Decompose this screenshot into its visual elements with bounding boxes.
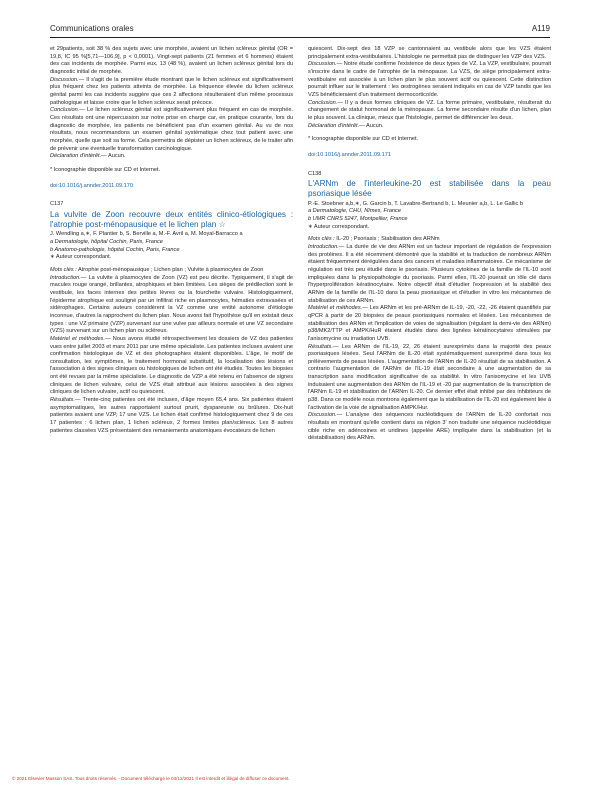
iconography-note: * Iconographie disponible sur CD et Internet. xyxy=(50,166,161,173)
paragraph: Matériel et méthodes.— Les ARNm et les pré-ARNm de IL-19, -20, -22, -26 étaient quantifiés par qPCR à partir de 20 biopsies de peaux psoriasiques normales et lésées. Les mécanismes de stabilisation des ARNm et l'implication de voies de signalisation (régulant la demi-vie des ARNm) p38/MK2/TTP et AMPK/HuR étaient étudiés dans des lignées kératinocytaires stimulées par l'anisomycine ou irradiation UVB. xyxy=(308,305,551,342)
keywords: Mots clés : IL-20 ; Psoriasis ; Stabilisation des ARNm xyxy=(308,236,440,243)
section-title: Communications orales xyxy=(50,24,134,33)
running-header xyxy=(50,24,550,38)
paragraph: Déclaration d'intérêt.— Aucun. xyxy=(50,153,126,160)
keywords: Mots clés : Atrophie post-ménopausique ; Lichen plan ; Vulvite à plasmocytes de Zoon xyxy=(50,266,264,273)
paragraph: Résultats.— Trente-cinq patientes ont été incluses, d'âge moyen 65,4 ans. Six patientes étaient asymptomatiques, les autres rapportaient surtout prurit, dyspareunie ou brûlures. Dix-huit patientes avaient une VZP, 17 une VZS. Le lichen était confirmé histologiquement chez 9 de ces 17 patientes : 6 lichen plan, 1 lichen scléreux, 2 formes limites plan/scléreux. Les 8 autres patientes classées VZS présentaient des remaniements anatomiques évocateurs de lichen xyxy=(50,397,293,434)
iconography-note: * Iconographie disponible sur CD et Internet. xyxy=(308,136,419,143)
author-list: P.-E. Stoebner a,b,∗, G. Garcin b, T. Lavabre-Bertrand b, L. Meunier a,b, L. Le Gallic b xyxy=(308,200,523,207)
left-column xyxy=(50,46,293,435)
author-list: J. Wendling a,∗, F. Plantier b, S. Berville a, M.-F. Avril a, M. Moyal-Barracco a xyxy=(50,231,243,238)
doi-link[interactable]: doi:10.1016/j.annder.2011.09.170 xyxy=(50,182,133,189)
asterisk-icon: * xyxy=(308,136,311,143)
paragraph: Résultats.— Les ARNm de l'IL-19, 22, 26 étaient surexprimés dans la majorité des peaux psoriasiques lésées. Seul l'ARNm de IL-20 était systématiquement surexprimé dans tous les prélèvements de peaux lésées. L'augmentation de l'ARNm de IL-20 résultait de sa stabilisation. A contrario l'augmentation de l'ARNm de l'IL-19 était secondaire à une augmentation de sa transcription sans modification significative de sa stabilité. In vitro l'anisomycine et les UVB induisaient une augmentation des ARNm de l'IL-19 et -20 par augmentation de la transcription de l'ARNm IL-19 et stabilisation de l'ARNm IL-20. Ce dernier effet était inhibé par des inhibiteurs de p38. Dans ce modèle nous montrons également que la stabilisation de l'IL-20 est également liée à l'activation de la voie de signalisation AMPK/Hur. xyxy=(308,343,551,411)
paragraph: quiescent. Dix-sept des 18 VZP se cantonnaient au vestibule alors que les VZS étaient principalement extra-vestibulaires. L'histologie ne permettait pas de distinguer les VZP des VZS. xyxy=(308,46,551,60)
paragraph: Introduction.— La durée de vie des ARNm est un facteur important de régulation de l'expression des protéines. Il a été récemment démontré que la stabilité et la traduction de nombreux ARNm étaient fréquemment dérégulées dans des cancers et maladies inflammatoires. Ce mécanisme de régulation est très peu étudié dans le psoriasis. Plusieurs cytokines de la famille de l'IL-10 sont impliquées dans la physiopathologie du psoriasis. Parmi elles, l'IL-20 jouerait un rôle clé dans l'hyperprolifération kératinocytaire. Notre objectif était d'étudier l'expression et la stabilité des ARNm de la famille de l'IL-10 dans la peau psoriasique et d'étudier in vitro les mécanismes de stabilisation de ces ARNm. xyxy=(308,243,551,304)
paragraph: Matériel et méthodes.— Nous avons étudié rétrospectivement les dossiers de VZ des patientes vues entre juillet 2003 et mars 2011 par une même spécialiste. Les patientes incluses avaient une confirmation histologique de VZ et des photographies étaient disponibles. L'âge, le motif de consultation, les symptômes, le traitement hormonal substitutif, la localisation des lésions et l'association à des signes cliniques ou histologiques de lichen ont été étudiés. Toutes les biopsies ont été revues par la même spécialiste. Le diagnostic de VZP a été retenu en l'absence de signes cliniques de lichen vulvaire, celui de VZS était attribué aux lésions associées à des signes cliniques de lichen vulvaire, actif ou quiescent. xyxy=(50,335,293,396)
doi-line xyxy=(50,183,293,191)
doi-link[interactable]: doi:10.1016/j.annder.2011.09.171 xyxy=(308,151,391,158)
paragraph: Conclusion.— Le lichen scléreux génital est significativement plus fréquent en cas de morphée. Ces résultats ont une répercussion sur notre prise en charge car, en pratique courante, lors du diagnostic de morphée, les patients ne bénéficient pas d'un examen génital. Au vu de nos résultats, nous recommandons un examen génital systématique chez tout patient avec une morphée, quelle que soit sa forme. Cela permettra de dépister un lichen scléreux, de le traiter afin de prévenir une éventuelle transformation carcinologique. xyxy=(50,107,293,152)
affiliation: a Dermatologie, hôpital Cochin, Paris, France xyxy=(50,238,163,245)
doi-line xyxy=(308,152,551,160)
right-column xyxy=(308,46,551,443)
asterisk-icon: * xyxy=(50,166,53,173)
corresponding-author: ∗ Auteur correspondant. xyxy=(308,223,370,230)
paragraph: Introduction.— La vulvite à plasmocytes de Zoon (VZ) est peu décrite. Typiquement, il s'agit de macules rouge orangé, brillantes, atrophiques et bien limitées. Les sièges de prédilection sont le vestibule, les faces internes des petites lèvres ou la fourchette vulvaire. Histologiquement, l'épiderme atrophique est souligné par un infiltrat riche en plasmocytes, hématies extravasées et sidérophages. Certains auteurs considèrent la VZ comme une entité autonome d'étiologie inconnue, d'autres la rapprochent du lichen plan. Nous avons fait l'hypothèse qu'il en existait deux types : une VZ primaire (VZP) survenant sur une vulve par ailleurs normale et une VZ secondaire (VZS) survenant sur un lichen plan ou scléreux. xyxy=(50,274,293,335)
paragraph: Déclaration d'intérêt.— Aucun. xyxy=(308,122,384,129)
page-number: A119 xyxy=(531,24,550,33)
abstract-code: C138 xyxy=(308,170,322,177)
affiliation: a Dermatologie, CHU, Nîmes, France xyxy=(308,208,401,215)
star-icon: ☆ xyxy=(216,220,226,230)
corresponding-author: ∗ Auteur correspondant. xyxy=(50,254,112,261)
abstract-title: La vulvite de Zoon recouvre deux entités clinico-étiologiques : l'atrophie post-ménopausique et le lichen plan ☆ xyxy=(50,209,293,230)
copyright-footer: © 2021 Elsevier Masson SAS. Tous droits réservés. - Document téléchargé le 04/12/2021 Il est interdit et illégal de diffuser ce document. xyxy=(12,776,290,781)
affiliation: b Anatomo-pathologie, hôpital Cochin, Paris, France xyxy=(50,246,180,253)
paragraph: Conclusion.— Il y a deux formes cliniques de VZ. La forme primaire, vestibulaire, résulterait du changement de statut hormonal de la ménopause. La forme secondaire résulte d'un lichen, plan le plus souvent. La clinique, mieux que l'histologie, permet de différencier les deux. xyxy=(308,99,551,121)
paragraph: Discussion.— Notre étude confirme l'existence de deux types de VZ. La VZP, vestibulaire, pourrait s'inscrire dans le cadre de l'atrophie de la ménopause. La VZS, de siège principalement extra-vestibulaire est associée à un lichen plan le plus souvent actif ou quiescent. Cette distinction pourrait influer sur le traitement : les œstrogènes seraient indiqués en cas de VZP tandis que les VZS bénéficieraient d'un traitement dermocorticoïde. xyxy=(308,61,551,98)
paragraph: et 29patients, soit 38 % des sujets avec une morphée, avaient un lichen scléreux génital (OR = 19,8, IC 95 %[5,71—106,9], p < 0,0001). Vingt-sept patients (21 femmes et 6 hommes) étaient des cas incidents de morphée. Parmi eux, 13 (48 %), avaient un lichen scléreux génital lors du diagnostic initial de morphée. xyxy=(50,46,293,75)
paragraph: Discussion.— L'analyse des séquences nucléotidiques de l'ARNm de IL-20 confortait nos résultats en montrant qu'elle contient dans sa région 3' non traduite une séquence nucléotidique cible riche en adénosines et uridines (appelée ARE) impliquée dans la stabilisation (et la déstabilisation) des ARNm. xyxy=(308,412,551,442)
abstract-code: C137 xyxy=(50,201,64,208)
affiliation: b UMR CNRS 5247, Montpellier, France xyxy=(308,216,408,222)
paragraph: Discussion.— Il s'agit de la première étude montrant que le lichen scléreux est significativement plus fréquent chez les patients atteints de morphée. La fréquence élevée du lichen scléreux génital parmi les cas incidents suggère que ces 2 affections résulteraient d'un même processus pathologique et laisse croire que le lichen scléreux serait précoce. xyxy=(50,76,293,106)
abstract-title: L'ARNm de l'interleukine-20 est stabilisée dans la peau psoriasique lésée xyxy=(308,179,551,199)
header-rule xyxy=(50,37,550,38)
